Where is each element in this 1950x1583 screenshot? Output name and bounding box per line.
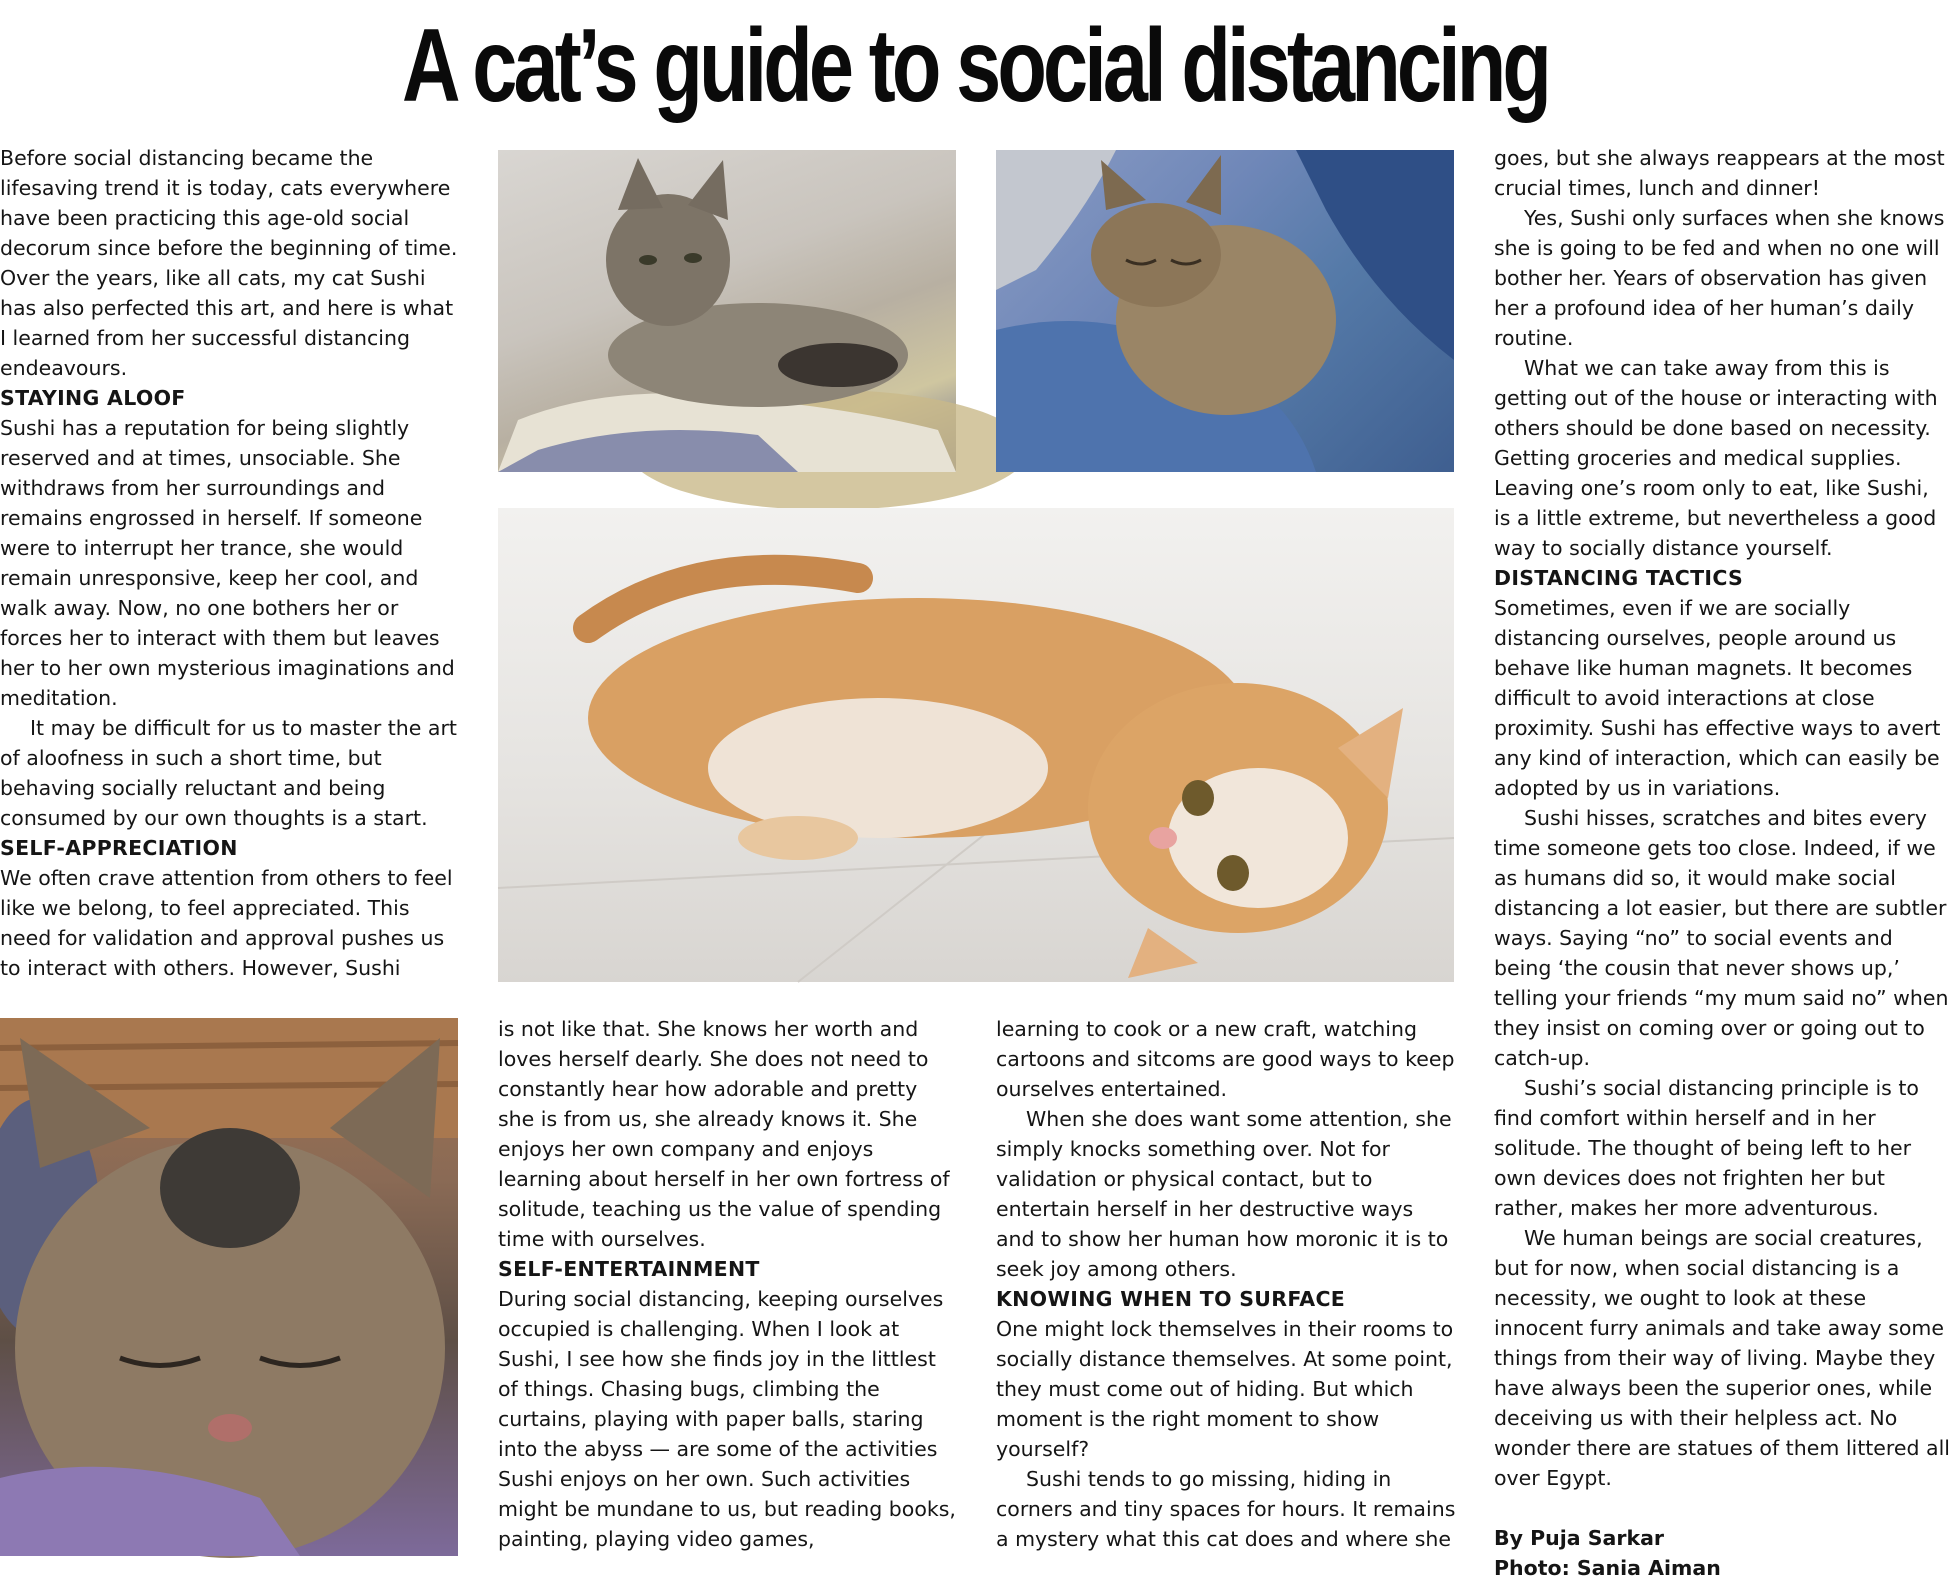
- paragraph: goes, but she always reappears at the most crucial times, lunch and dinner!: [1494, 146, 1945, 200]
- column-1: [0, 143, 458, 987]
- paragraph: Yes, Sushi only surfaces when she knows she is going to be fed and when no one will bother her. Years of observation has given her a profound idea of her human’s daily routine.: [1494, 206, 1945, 350]
- intro-paragraph: Before social distancing became the lifesaving trend it is today, cats everywhere have been practicing this age-old social decorum since before the beginning of time. Over the years, like all cats, my cat Sushi has also perfected this art, and here is what I learned from her successful distancing endeavours.: [0, 146, 458, 380]
- photo-tabby-cat-lying-on-cushion: [498, 150, 956, 472]
- byline-author: By Puja Sarkar: [1494, 1526, 1665, 1550]
- paragraph: When she does want some attention, she simply knocks something over. Not for validation or physical contact, but to entertain herself in her destructive ways and to show her human how moronic it is to seek joy among others.: [996, 1107, 1452, 1281]
- paragraph: What we can take away from this is getting out of the house or interacting with others should be done based on necessity. Getting groceries and medical supplies. Leaving one’s room only to eat, like Sushi, is a little extreme, but nevertheless a good way to socially distance yourself.: [1494, 356, 1938, 560]
- paragraph: Sushi’s social distancing principle is to find comfort within herself and in her solitude. The thought of being left to her own devices does not frighten her but rather, makes her more adventurous.: [1494, 1076, 1919, 1220]
- subhead-knowing-when-to-surface: KNOWING WHEN TO SURFACE: [996, 1287, 1346, 1311]
- paragraph: Sometimes, even if we are socially distancing ourselves, people around us behave like human magnets. It becomes difficult to avoid interactions at close proximity. Sushi has effective ways to avert any kind of interaction, which can easily be adopted by us in variations.: [1494, 596, 1941, 800]
- paragraph: is not like that. She knows her worth and loves herself dearly. She does not need to constantly hear how adorable and pretty she is from us, she already knows it. She enjoys her own company and enjoys learning about herself in her own fortress of solitude, teaching us the value of spending time with ourselves.: [498, 1017, 950, 1251]
- column-4: [1494, 143, 1950, 1580]
- paragraph: Sushi hisses, scratches and bites every time someone gets too close. Indeed, if we as humans did so, it would make social distancing a lot easier, but there are subtler ways. Saying “no” to social events and being ‘the cousin that never shows up,’ telling your friends “my mum said no” when they insist on coming over or going out to catch-up.: [1494, 806, 1949, 1070]
- paragraph: It may be difficult for us to master the art of aloofness in such a short time, but behaving socially reluctant and being consumed by our own thoughts is a start.: [0, 716, 457, 830]
- paragraph: We often crave attention from others to feel like we belong, to feel appreciated. This need for validation and approval pushes us to interact with others. However, Sushi: [0, 866, 453, 980]
- paragraph: Sushi has a reputation for being slightly reserved and at times, unsociable. She withdraws from her surroundings and remains engrossed in herself. If someone were to interrupt her trance, she would remain unresponsive, keep her cool, and walk away. Now, no one bothers her or forces her to interact with them but leaves her to her own mysterious imaginations and meditation.: [0, 416, 455, 710]
- paragraph: During social distancing, keeping ourselves occupied is challenging. When I look at Sushi, I see how she finds joy in the littlest of things. Chasing bugs, climbing the curtains, playing with paper balls, staring into the abyss — are some of the activities Sushi enjoys on her own. Such activities might be mundane to us, but reading books, painting, playing video games,: [498, 1287, 956, 1551]
- subhead-staying-aloof: STAYING ALOOF: [0, 386, 186, 410]
- spacer: [1494, 1493, 1950, 1523]
- subhead-self-appreciation: SELF-APPRECIATION: [0, 836, 238, 860]
- ginger-cat-illustration: [498, 508, 1454, 982]
- column-2: [498, 1014, 960, 1554]
- paragraph: We human beings are social creatures, but for now, when social distancing is a necessity, we ought to look at these innocent furry animals and take away some things from their way of living. Maybe they have always been the superior ones, while deceiving us with their helpless act. No wonder there are statues of them littered all over Egypt.: [1494, 1226, 1950, 1490]
- photo-ginger-cat-lying-on-floor: [498, 508, 1454, 982]
- column-3: [996, 1014, 1458, 1554]
- paragraph: learning to cook or a new craft, watching cartoons and sitcoms are good ways to keep ourselves entertained.: [996, 1017, 1455, 1101]
- subhead-self-entertainment: SELF-ENTERTAINMENT: [498, 1257, 760, 1281]
- photo-tabby-cat-closeup: [0, 1018, 458, 1556]
- byline-photo-credit: Photo: Sania Aiman: [1494, 1556, 1721, 1580]
- headline: A cat’s guide to social distancing: [401, 8, 1549, 124]
- tabby-cat-illustration: [498, 150, 956, 472]
- sleeping-tabby-illustration: [996, 150, 1454, 472]
- tabby-closeup-illustration: [0, 1018, 458, 1556]
- paragraph: One might lock themselves in their rooms to socially distance themselves. At some point, they must come out of hiding. But which moment is the right moment to show yourself?: [996, 1317, 1454, 1461]
- photo-tabby-cat-sleeping-on-pillow: [996, 150, 1454, 472]
- subhead-distancing-tactics: DISTANCING TACTICS: [1494, 566, 1744, 590]
- paragraph: Sushi tends to go missing, hiding in corners and tiny spaces for hours. It remains a mystery what this cat does and where she: [996, 1467, 1456, 1551]
